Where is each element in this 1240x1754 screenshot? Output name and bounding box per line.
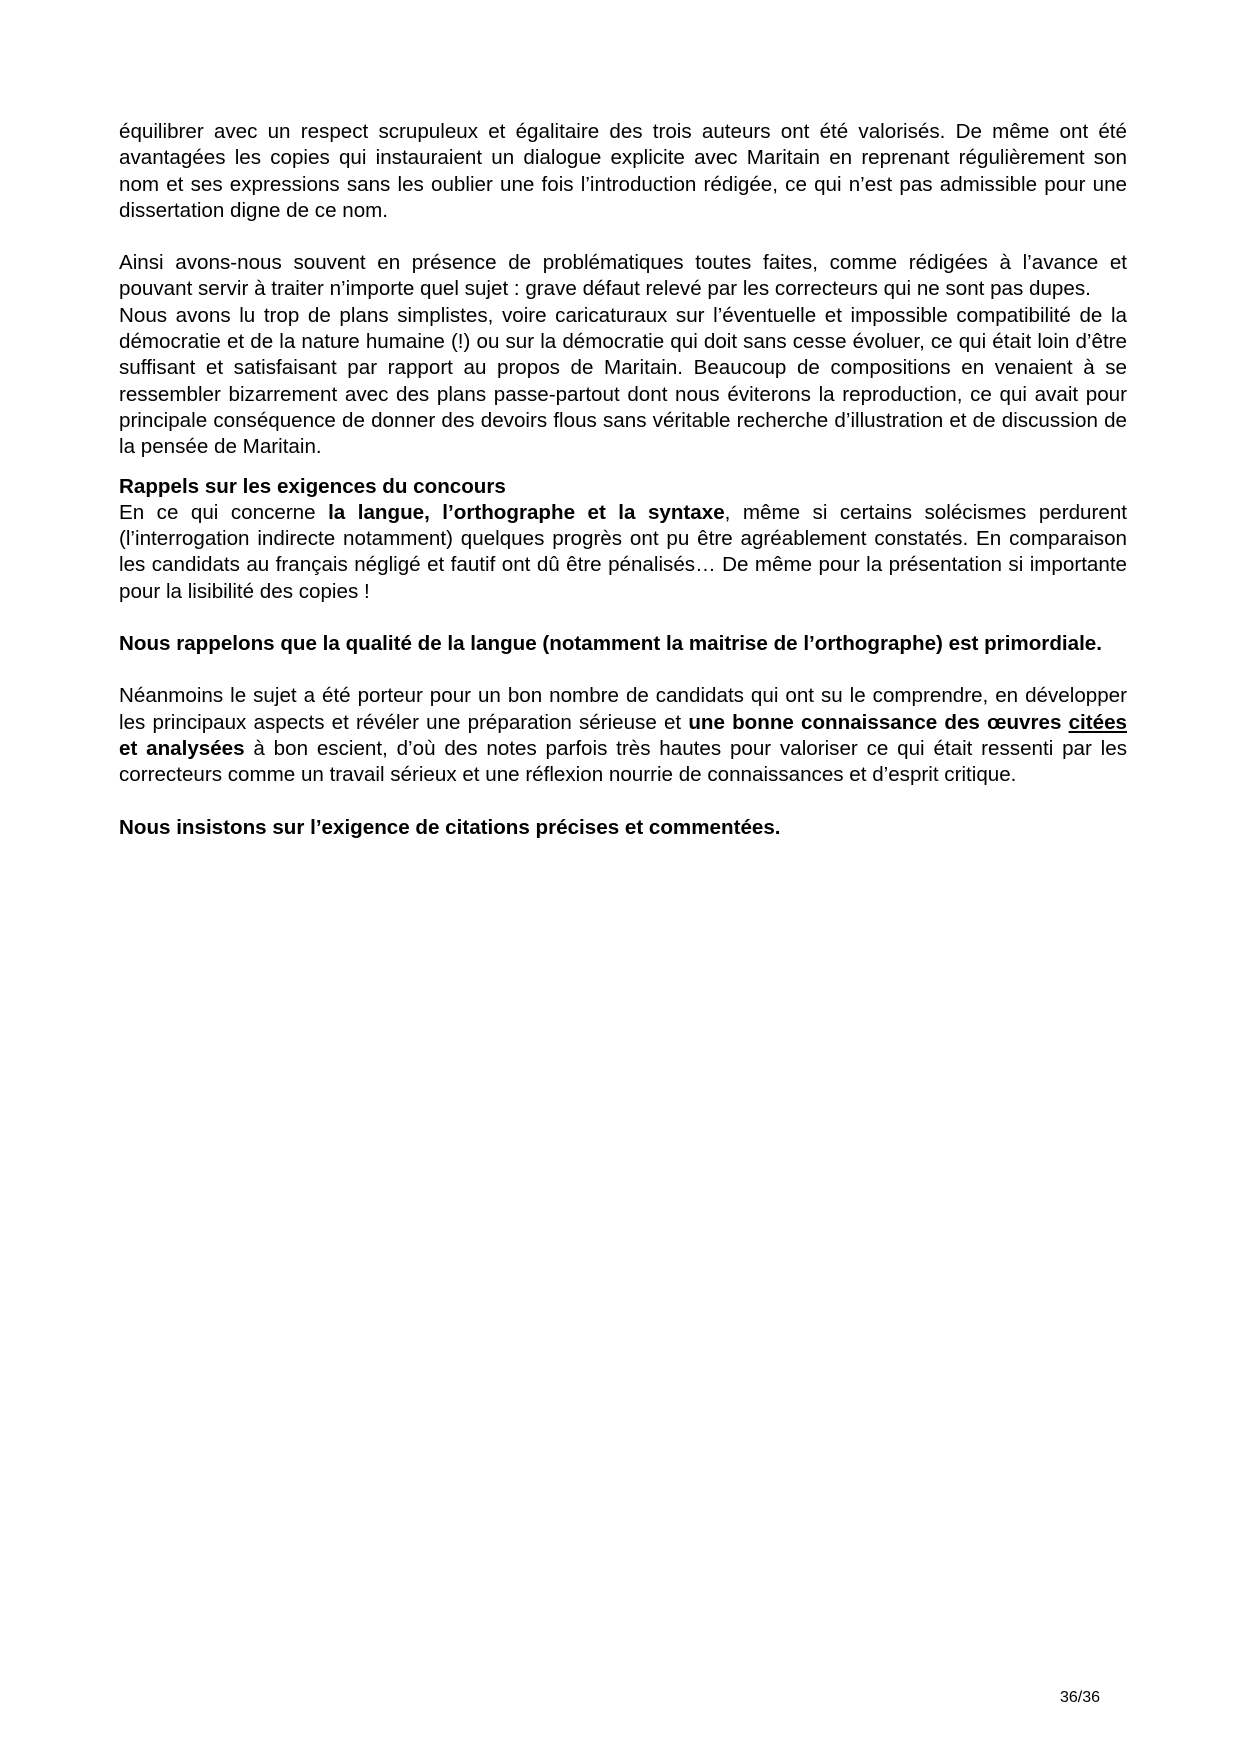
paragraph-qualite-langue: Nous rappelons que la qualité de la langue (notamment la maitrise de l’orthographe) est primordiale.: [119, 632, 1102, 656]
paragraph-langue: [119, 500, 1127, 605]
paragraph-problematiques: Ainsi avons-nous souvent en présence de problématiques toutes faites, comme rédigées à l’avance et pouvant servir à traiter n’importe quel sujet : grave défaut relevé par les correcteurs qui ne sont pas dupes.: [119, 251, 1127, 301]
neanmoins-text-underlined: citées: [1068, 710, 1127, 734]
neanmoins-text-after: à bon escient, d’où des notes parfois très hautes pour valoriser ce qui était ressenti par les correcteurs comme un travail sérieux et une réflexion nourrie de connaissances et d’esprit critique.: [119, 736, 1127, 787]
neanmoins-text-bold1: une bonne connaissance des œuvres: [688, 710, 1069, 734]
neanmoins-text-before: Néanmoins le sujet a été porteur pour un bon nombre de candidats qui ont su le comprendre, en développer les principaux aspects et révéler une préparation sérieuse et: [119, 684, 1127, 734]
paragraph-neanmoins: [119, 683, 1127, 788]
langue-text-before: En ce qui concerne: [119, 500, 329, 524]
section-heading: Rappels sur les exigences du concours: [119, 474, 506, 498]
paragraph-plans-simplistes: Nous avons lu trop de plans simplistes, voire caricaturaux sur l’éventuelle et impossible compatibilité de la démocratie et de la nature humaine (!) ou sur la démocratie qui doit sans cesse évoluer, ce qui était loin d’être suffisant et satisfaisant par rapport au propos de Maritain. Beaucoup de compositions en venaient à se ressembler bizarrement avec des plans passe-partout dont nous éviterons la reproduction, ce qui avait pour principale conséquence de donner des devoirs flous sans véritable recherche d’illustration et de discussion de la pensée de Maritain.: [119, 303, 1127, 459]
paragraph-citations: Nous insistons sur l’exigence de citations précises et commentées.: [119, 815, 781, 839]
page-number: 36/36: [1060, 1689, 1101, 1706]
neanmoins-text-bold2: et analysées: [119, 736, 245, 760]
paragraph-valorisation: équilibrer avec un respect scrupuleux et égalitaire des trois auteurs ont été valorisés. De même ont été avantagées les copies qui instauraient un dialogue explicite avec Maritain en reprenant régulièrement son nom et ses expressions sans les oublier une fois l’introduction rédigée, ce qui n’est pas admissible pour une dissertation digne de ce nom.: [119, 120, 1127, 222]
langue-text-bold: la langue, l’orthographe et la syntaxe: [328, 500, 725, 524]
document-body: [119, 119, 1127, 841]
langue-text-after: , même si certains solécismes perdurent (l’interrogation indirecte notamment) quelques progrès ont pu être agréablement constatés. En comparaison les candidats au français négligé et fautif ont dû être pénalisés… De même pour la présentation si importante pour la lisibilité des copies !: [119, 500, 1127, 603]
